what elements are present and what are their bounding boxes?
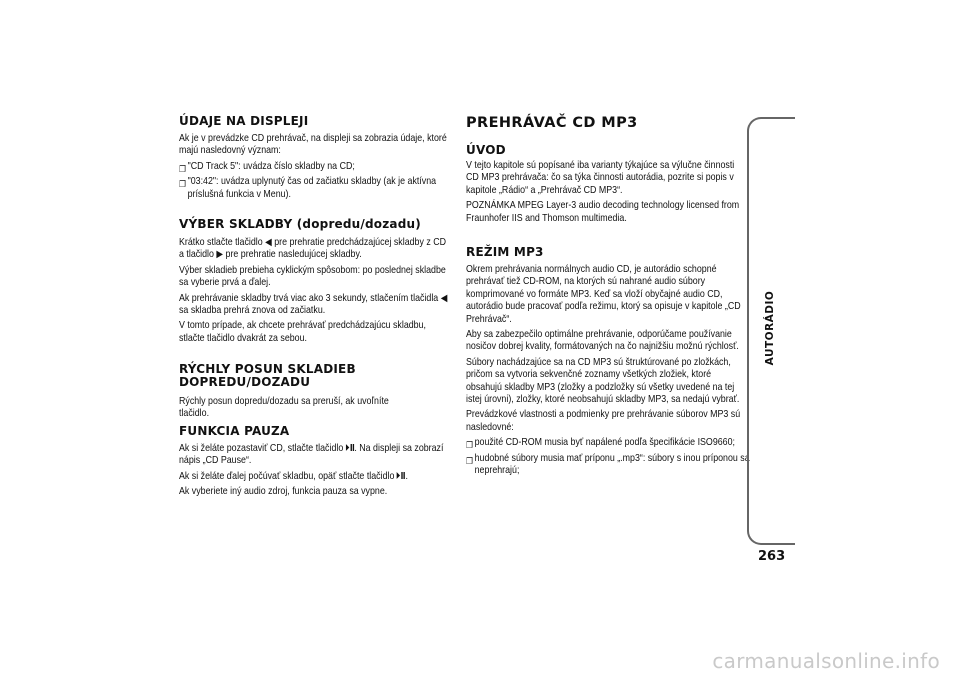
ballot-box-icon: ❐ bbox=[179, 163, 186, 174]
paragraph: Ak si želáte ďalej počúvať skladbu, opäť stlačte tlačidlo . bbox=[179, 470, 408, 482]
heading-funkcia-pauza: FUNKCIA PAUZA bbox=[179, 424, 290, 438]
heading-rezim-mp3: REŽIM MP3 bbox=[466, 245, 544, 259]
paragraph: Rýchly posun dopredu/dozadu sa preruší, ak uvoľníte tlačidlo. bbox=[179, 396, 389, 420]
paragraph: Ak prehrávanie skladby trvá viac ako 3 sekundy, stlačením tlačidla ◀ sa skladba prehrá znova od začiatku. bbox=[179, 292, 448, 317]
paragraph: Ak je v prevádzke CD prehrávač, na displeji sa zobrazia údaje, ktoré majú nasledovný význam: bbox=[179, 133, 447, 157]
paragraph: Ak vyberiete iný audio zdroj, funkcia pauza sa vypne. bbox=[179, 486, 388, 498]
paragraph: POZNÁMKA MPEG Layer-3 audio decoding technology licensed from Fraunhofer IIS and Thomson multimedia. bbox=[466, 200, 740, 224]
chapter-tab-label: AUTORÁDIO bbox=[764, 290, 776, 366]
play-pause-icon bbox=[346, 443, 355, 452]
bullet-item: ❐ "03:42": uvádza uplynutý čas od začiatku skladby (ak je aktívna príslušná funkcia v Menu). bbox=[179, 176, 437, 200]
page-number: 263 bbox=[758, 549, 786, 564]
paragraph: V tejto kapitole sú popísané iba varianty týkajúce sa výlučne činnosti CD MP3 prehrávača: čo sa týka činnosti autorádia, pozrite si popis v kapitole „Rádio“ a „Prehrávač CD MP3“. bbox=[466, 160, 735, 196]
paragraph: Krátko stlačte tlačidlo ◀ pre prehratie predchádzajúcej skladby z CD a tlačidlo ▶ pre prehratie nasledujúcej skladby. bbox=[179, 237, 447, 261]
paragraph: V tomto prípade, ak chcete prehrávať predchádzajúcu skladbu, stlačte tlačidlo dvakrát za sebou. bbox=[179, 320, 426, 344]
heading-rychly-posun: RÝCHLY POSUN SKLADIEB DOPREDU/DOZADU bbox=[179, 362, 356, 389]
heading-udaje-na-displeji: ÚDAJE NA DISPLEJI bbox=[179, 114, 309, 128]
paragraph: Okrem prehrávania normálnych audio CD, je autorádio schopné prehrávať tiež CD-ROM, na ktorých sú nahrané audio súbory komprimované vo formáte MP3. Keď sa vloží obyčajné audio CD, autorádio bude pracovať podľa režimu, ktorý sa opisuje v kapitole „CD Prehrávač“. bbox=[466, 264, 741, 325]
bullet-item: ❐ "CD Track 5": uvádza číslo skladby na CD; bbox=[179, 160, 355, 174]
heading-vyber-skladby: VÝBER SKLADBY (dopredu/dozadu) bbox=[179, 217, 421, 231]
bullet-item: ❐ použité CD-ROM musia byť napálené podľa špecifikácie ISO9660; bbox=[466, 437, 735, 451]
paragraph: Ak si želáte pozastaviť CD, stlačte tlačidlo . Na displeji sa zobrazí nápis „CD Pause“. bbox=[179, 443, 444, 467]
heading-uvod: ÚVOD bbox=[466, 143, 506, 157]
ballot-box-icon: ❐ bbox=[179, 179, 186, 190]
ballot-box-icon: ❐ bbox=[466, 455, 473, 466]
triangle-left-icon: ◀ bbox=[265, 237, 272, 248]
play-pause-icon bbox=[397, 471, 406, 480]
watermark: carmanualsonline.info bbox=[712, 649, 940, 673]
ballot-box-icon: ❐ bbox=[466, 440, 473, 451]
paragraph: Aby sa zabezpečilo optimálne prehrávanie, odporúčame používanie nosičov dobrej kvality, formátovaných na čo najnižšiu možnú rýchlosť. bbox=[466, 329, 739, 353]
paragraph: Výber skladieb prebieha cyklickým spôsobom: po poslednej skladbe sa vyberie prvá a ďalej. bbox=[179, 264, 446, 289]
bullet-item: ❐ hudobné súbory musia mať príponu „.mp3“: súbory s inou príponou sa neprehrajú; bbox=[466, 452, 750, 477]
heading-prehravac-cd-mp3: PREHRÁVAČ CD MP3 bbox=[466, 115, 638, 131]
triangle-right-icon: ▶ bbox=[216, 249, 224, 261]
triangle-left-icon: ◀ bbox=[440, 292, 448, 304]
paragraph: Súbory nachádzajúce sa na CD MP3 sú štruktúrované po zložkách, pričom sa vytvoria sekvenčné zoznamy všetkých zložiek, ktoré obsahujú skladby MP3 (zložky a podzložky sú všetky uvedené na tej istej úrovni), zložky, ktoré neobsahujú skladby MP3, sa nedajú vybrať. bbox=[466, 356, 740, 406]
paragraph: Prevádzkové vlastnosti a podmienky pre prehrávanie súborov MP3 sú nasledovné: bbox=[466, 409, 741, 433]
